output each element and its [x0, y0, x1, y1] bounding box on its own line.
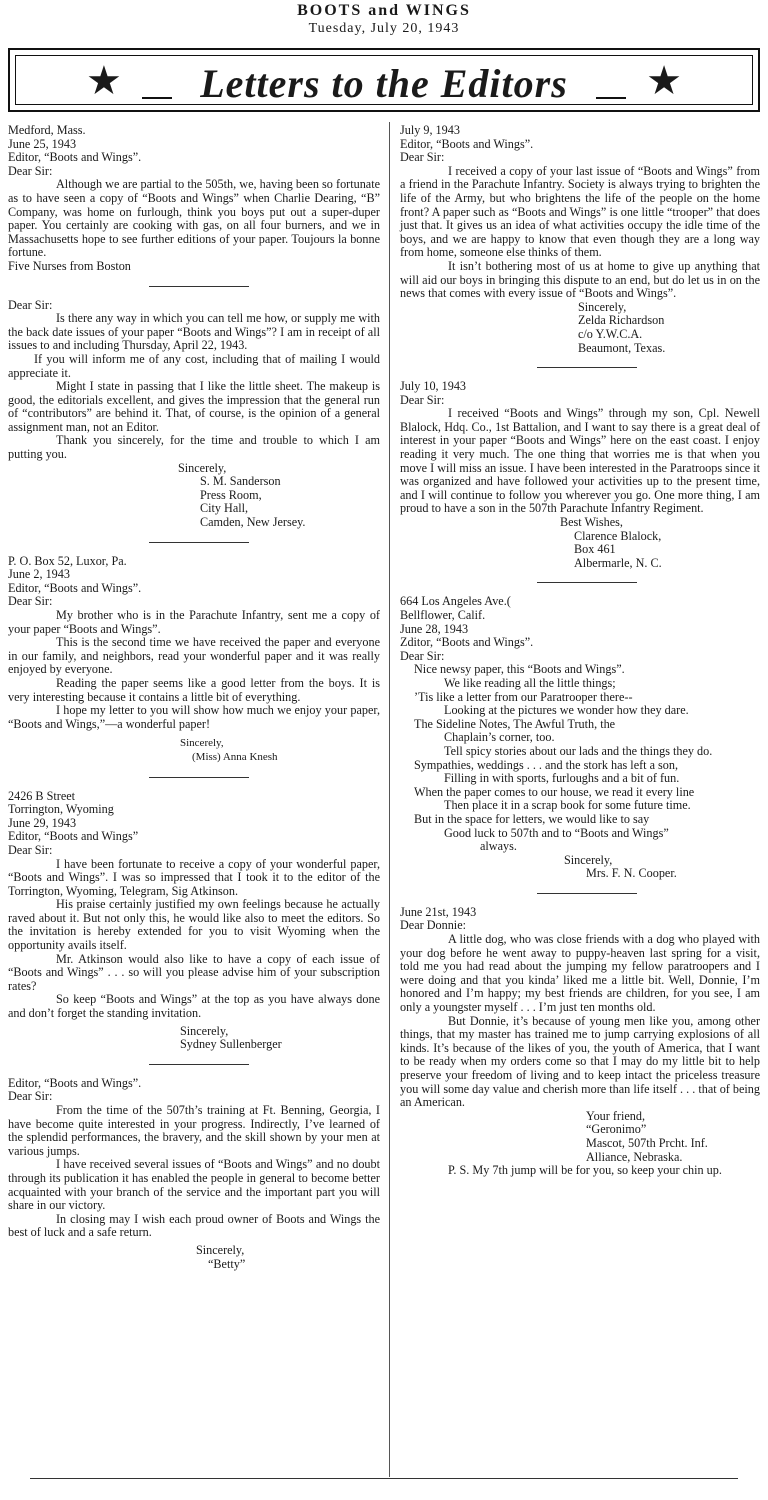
poem-line: Chaplain’s corner, too.: [444, 730, 555, 745]
poem-line: Filling in with sports, furloughs and a bit of fun.: [444, 771, 680, 786]
letter-paragraph: I have been fortunate to receive a copy of your wonderful paper, “Boots and Wings”. I was so impressed that I took it to the editor of the Torrington, Wyoming, Telegram, Sig Atkinson.: [8, 856, 380, 898]
letter-address: 2426 B Street: [8, 788, 76, 803]
section-title: Letters to the Editors: [200, 61, 568, 106]
letter-betty: [8, 1077, 380, 1271]
poem-line: We like reading all the little things;: [444, 675, 616, 690]
letter-salutation: Dear Sir:: [8, 842, 53, 857]
signer-address: Albermarle, N. C.: [574, 555, 662, 570]
letter-paragraph: Reading the paper seems like a good letter from the boys. It is very interesting because it contains a little bit of everything.: [8, 675, 380, 704]
letter-closing: Sincerely,: [196, 1242, 245, 1257]
poem-line: But in the space for letters, we would like to say: [414, 811, 650, 826]
poem-line: Nice newsy paper, this “Boots and Wings”.: [414, 662, 625, 677]
issue-date: Tuesday, July 20, 1943: [308, 21, 460, 36]
letter-signature: “Betty”: [208, 1256, 246, 1271]
letter-salutation: Editor, “Boots and Wings”: [8, 829, 139, 844]
letter-paragraph: I received “Boots and Wings” through my son, Cpl. Newell Blalock, Hdq. Co., 1st Battalion, and I want to say there is a great deal of interest in your paper “Boots and Wings” here on the east coast. I enjoy reading it very much. The one thing that worries me is that when you move I will miss an issue. I have been interested in the Paratroops since it was organized and have followed your activities up to the present time, and I will continue to follow you wherever you go. One more thing, I am proud to have a son in the 507th Parachute Infantry Regiment.: [400, 406, 760, 516]
letter-closing: Sincerely,: [180, 1023, 229, 1038]
letter-paragraph: This is the second time we have received the paper and everyone in our family, and neighbors, read your wonderful paper and it was really enjoyed by everyone.: [8, 635, 380, 677]
letter-separator: [537, 893, 637, 894]
poem-line: ’Tis like a letter from our Paratrooper there--: [414, 689, 633, 704]
letter-blalock: [400, 380, 760, 570]
letter-paragraph: Might I state in passing that I like the little sheet. The makeup is good, the editorials excellent, and gives the impression that the general run of “contributors” are behind it. That, of course, is the opinion of a general assignment man, not an Editor.: [8, 379, 380, 434]
letter-paragraph: From the time of the 507th’s training at Ft. Benning, Georgia, I have become quite interested in your progress. Indirectly, I’ve learned of the splendid performances, the bravery, and the skill shown by your men at various jumps.: [8, 1103, 380, 1158]
banner-rule-right: [596, 97, 626, 99]
letter-separator: [149, 542, 249, 543]
letter-paragraph: In closing may I wish each proud owner of Boots and Wings the best of luck and a safe return.: [8, 1211, 380, 1240]
letter-knesh: [8, 555, 380, 765]
letter-date: June 29, 1943: [8, 815, 77, 830]
signer-address: Press Room,: [200, 487, 262, 502]
letter-sullenberger: [8, 790, 380, 1052]
letter-richardson: [400, 124, 760, 355]
letter-address: P. O. Box 52, Luxor, Pa.: [8, 553, 127, 568]
letter-cooper: [400, 595, 760, 880]
letter-closing: Sincerely,: [564, 852, 613, 867]
letter-salutation: Editor, “Boots and Wings”.: [8, 580, 142, 595]
letter-closing: Sincerely,: [180, 737, 224, 750]
letter-separator: [149, 777, 249, 778]
signer-address: Beaumont, Texas.: [578, 340, 666, 355]
banner-inner-frame: [15, 55, 753, 105]
letter-paragraph: My brother who is in the Parachute Infantry, sent me a copy of your paper “Boots and Wings”.: [8, 608, 380, 636]
letter-paragraph: His praise certainly justified my own feelings because he actually raved about it. But not only this, he would like also to meet the editors. So the invitation is hereby extended for you to visit Wyoming when the opportunity avails itself.: [8, 897, 380, 953]
poem-line: Good luck to 507th and to “Boots and Wings”: [444, 825, 669, 840]
letter-paragraph: So keep “Boots and Wings” at the top as you have always done and don’t forget the standing invitation.: [8, 992, 380, 1021]
poem-line: The Sideline Notes, The Awful Truth, the: [414, 716, 616, 731]
letter-date: June 2, 1943: [8, 567, 70, 582]
letter-separator: [149, 286, 249, 287]
letter-salutation: Dear Sir:: [8, 297, 53, 312]
star-icon: ★: [646, 58, 682, 103]
letter-paragraph: It isn’t bothering most of us at home to give up anything that will aid our boys in bringing this dispute to an end, but do let us in on the news that comes with every issue of “Boots and Wings”.: [400, 258, 760, 301]
letter-signature: Zelda Richardson: [578, 313, 665, 328]
signer-address: Box 461: [574, 542, 616, 557]
poem-line: When the paper comes to our house, we read it every line: [414, 784, 695, 799]
masthead: [0, 0, 768, 37]
letter-separator: [149, 1064, 249, 1065]
letter-salutation: Editor, “Boots and Wings”.: [8, 1075, 142, 1090]
letter-salutation: Dear Donnie:: [400, 918, 466, 933]
poem-line: Then place it in a scrap book for some future time.: [444, 798, 691, 813]
letter-paragraph: I received a copy of your last issue of “Boots and Wings” from a friend in the Parachute Infantry. Society is always trying to brighten the life of the Army, but who brightens the life of the people on the home front? A paper such as “Boots and Wings” is one little “trooper” that does just that. It gives us an idea of what activities occupy the idle time of the boys, and we are happy to know that even though they are a long way from home, someone else thinks of them.: [400, 163, 760, 260]
letter-paragraph: But Donnie, it’s because of young men like you, among other things, that my master has trained me to jump carrying explosions of all kinds. It’s because of the likes of you, the youth of America, that I want to be ready when my orders come so that I may do my little bit to help preserve your freedom of living and to keep intact the priceless treasure you will some day value and cherish more than life itself . . . that of being an American.: [400, 1013, 760, 1110]
letter-salutation: Dear Sir:: [8, 163, 53, 178]
star-icon: ★: [86, 58, 122, 103]
letter-paragraph: Mr. Atkinson would also like to have a copy of each issue of “Boots and Wings” . . . so will you please advise him of your subscription rates?: [8, 951, 380, 993]
letter-salutation: Zditor, “Boots and Wings”.: [400, 635, 534, 650]
letter-signature: Sydney Sullenberger: [180, 1037, 282, 1052]
page-bottom-rule: [30, 1478, 738, 1479]
letter-address: Bellflower, Calif.: [400, 608, 486, 622]
letter-signature: S. M. Sanderson: [200, 474, 281, 489]
letter-sanderson: [8, 299, 380, 530]
letter-date: July 9, 1943: [400, 123, 460, 137]
letter-paragraph: Is there any way in which you can tell me how, or supply me with the back date issues of your paper “Boots and Wings”? I am in receipt of all issues to and including Thursday, April 22, 1943.: [8, 311, 380, 353]
letter-paragraph: A little dog, who was close friends with a dog who played with your dog before he went away to puppy-heaven last spring for a visit, told me you had read about the jumping my fellow paratroopers and I were doing and that you kinda’ liked me a little bit. Well, Donnie, I’m honored and I’m happy; my best friends are children, for you see, I am only a youngster myself . . . I’m just ten months old.: [400, 932, 760, 1015]
letter-postscript: P. S. My 7th jump will be for you, so keep your chin up.: [448, 1163, 722, 1178]
letter-paragraph: Thank you sincerely, for the time and trouble to which I am putting you.: [8, 433, 380, 462]
letter-closing: Sincerely,: [178, 460, 227, 475]
letter-signature: Five Nurses from Boston: [8, 258, 131, 273]
letter-paragraph: I hope my letter to you will show how much we enjoy your paper, “Boots and Wings,”—a wonderful paper!: [8, 703, 380, 731]
letter-signature: “Geronimo”: [586, 1122, 647, 1137]
signer-address: c/o Y.W.C.A.: [578, 326, 643, 341]
letter-date: July 10, 1943: [400, 379, 467, 394]
letter-medford: [8, 124, 380, 274]
letter-paragraph: If you will inform me of any cost, including that of mailing I would appreciate it.: [8, 351, 380, 380]
poem-line: Sympathies, weddings . . . and the stork has left a son,: [414, 757, 679, 772]
publication-name: BOOTS and WINGS: [297, 2, 471, 19]
left-column: [8, 124, 380, 1273]
letter-salutation: Editor, “Boots and Wings”.: [8, 150, 142, 165]
signer-title: Mascot, 507th Prcht. Inf.: [586, 1135, 708, 1150]
letter-address: 664 Los Angeles Ave.(: [400, 594, 511, 609]
letter-date: June 25, 1943: [8, 136, 77, 151]
letter-salutation: Editor, “Boots and Wings”.: [400, 136, 534, 151]
letter-signature: Clarence Blalock,: [574, 528, 662, 543]
signer-address: Camden, New Jersey.: [200, 515, 306, 530]
letter-body: Although we are partial to the 505th, we, having been so fortunate as to have seen a copy of “Boots and Wings” when Charlie Dearing, “B” Company, was home on furlough, think you boys put out a super-duper paper. You certainly are cooking with gas, on all four burners, and we in Massachusetts hope to see further editions of your paper. Toujours la bonne fortune.: [8, 177, 380, 260]
letter-separator: [537, 367, 637, 368]
poem-line: Tell spicy stories about our lads and the things they do.: [444, 743, 713, 758]
letter-signature: (Miss) Anna Knesh: [192, 750, 278, 763]
letter-salutation: Dear Sir:: [400, 648, 445, 663]
letter-salutation: Dear Sir:: [400, 150, 445, 165]
letter-salutation: Dear Sir:: [8, 594, 53, 609]
letter-date: June 28, 1943: [400, 621, 469, 636]
letter-salutation: Dear Sir:: [8, 1089, 53, 1104]
poem-line: Looking at the pictures we wonder how they dare.: [444, 703, 689, 718]
letter-geronimo: [400, 906, 760, 1178]
letter-closing: Your friend,: [586, 1108, 646, 1123]
section-banner: [8, 48, 760, 112]
signer-address: Alliance, Nebraska.: [586, 1149, 683, 1164]
letter-paragraph: I have received several issues of “Boots and Wings” and no doubt through its publication it has enabled the people in general to become better acquainted with your branch of the service and the important part you will share in our victory.: [8, 1157, 380, 1213]
letter-address: Torrington, Wyoming: [8, 802, 114, 817]
poem-line: always.: [480, 839, 517, 854]
right-column: [400, 124, 760, 1180]
letter-closing: Best Wishes,: [560, 515, 623, 530]
letter-address: Medford, Mass.: [8, 123, 86, 137]
letter-separator: [537, 582, 637, 583]
signer-address: City Hall,: [200, 501, 249, 516]
letter-salutation: Dear Sir:: [400, 392, 445, 407]
letter-closing: Sincerely,: [578, 299, 627, 314]
column-divider: [389, 122, 390, 1477]
letter-date: June 21st, 1943: [400, 904, 477, 919]
letter-signature: Mrs. F. N. Cooper.: [586, 866, 677, 881]
